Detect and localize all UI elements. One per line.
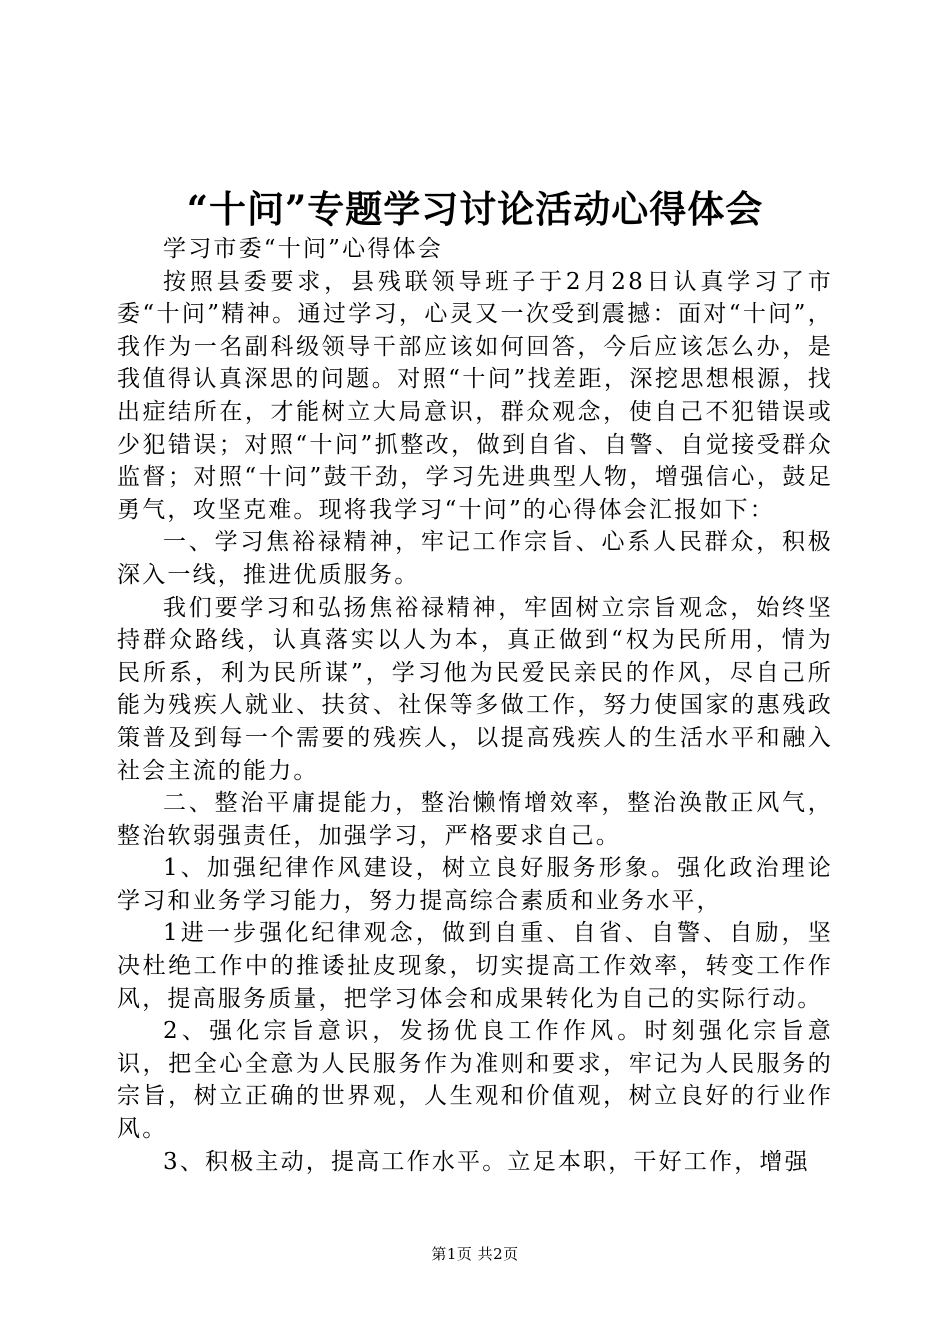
paragraph-subtitle: 学习市委“十问”心得体会 xyxy=(163,236,443,262)
paragraph-heading-one: 一、学习焦裕禄精神，牢记工作宗旨、心系人民群众，积极深入一线，推进优质服务。 xyxy=(117,529,833,588)
document-title: “十问”专题学习讨论活动心得体会 xyxy=(186,187,764,231)
paragraph-item-one: 1、加强纪律作风建设，树立良好服务形象。强化政治理论学习和业务学习能力，努力提高综合素质和业务水平， xyxy=(117,855,833,914)
document-body xyxy=(117,233,833,1178)
paragraph-item-two: 2、强化宗旨意识，发扬优良工作作风。时刻强化宗旨意识，把全心全意为人民服务作为准则和要求，牢记为人民服务的宗旨，树立正确的世界观，人生观和价值观，树立良好的行业作风。 xyxy=(117,1018,833,1143)
paragraph-item-three: 3、积极主动，提高工作水平。立足本职，干好工作，增强 xyxy=(163,1148,810,1175)
paragraph-intro: 按照县委要求，县残联领导班子于2月28日认真学习了市委“十问”精神。通过学习，心灵又一次受到震撼：面对“十问”，我作为一名副科级领导干部应该如何回答，今后应该怎么办，是我值得认真深思的问题。对照“十问”找差距，深挖思想根源，找出症结所在，才能树立大局意识，群众观念，使自己不犯错误或少犯错误；对照“十问”抓整改，做到自省、自警、自觉接受群众监督；对照“十问”鼓干劲，学习先进典型人物，增强信心，鼓足勇气，攻坚克难。现将我学习“十问”的心得体会汇报如下： xyxy=(117,268,833,523)
paragraph-heading-two: 二、整治平庸提能力，整治懒惰增效率，整治涣散正风气，整治软弱强责任，加强学习，严格要求自己。 xyxy=(117,790,833,849)
paragraph-discipline: 1进一步强化纪律观念，做到自重、自省、自警、自励，坚决杜绝工作中的推诿扯皮现象，切实提高工作效率，转变工作作风，提高服务质量，把学习体会和成果转化为自己的实际行动。 xyxy=(117,920,833,1012)
page-number-footer: 第1页 共2页 xyxy=(431,1245,519,1263)
paragraph-jiao-yulu: 我们要学习和弘扬焦裕禄精神，牢固树立宗旨观念，始终坚持群众路线，认真落实以人为本，真正做到“权为民所用，情为民所系，利为民所谋”，学习他为民爱民亲民的作风，尽自己所能为残疾人就业、扶贫、社保等多做工作，努力使国家的惠残政策普及到每一个需要的残疾人，以提高残疾人的生活水平和融入社会主流的能力。 xyxy=(117,594,833,784)
